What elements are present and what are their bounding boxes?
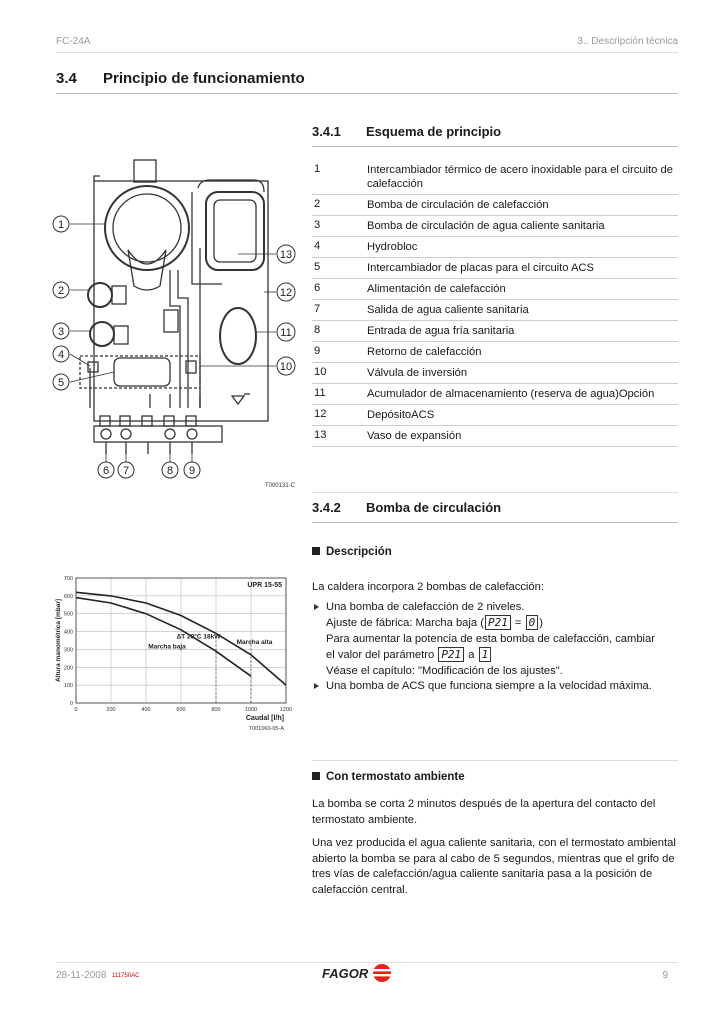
thermostat-para1: La bomba se corta 2 minutos después de la apertura del contacto del termostato ambiente.	[312, 798, 656, 826]
component-row	[312, 300, 678, 321]
section-title: Principio de funcionamiento	[103, 70, 305, 87]
y-tick-label: 700	[63, 576, 73, 582]
component-number: 7	[314, 303, 321, 315]
component-text: Alimentación de calefacción	[367, 283, 506, 295]
subsection-title: Esquema de principio	[366, 124, 502, 139]
component-number: 13	[314, 429, 327, 441]
display-param-p21: P21	[485, 615, 511, 630]
component-number: 4	[314, 240, 321, 252]
component-number: 11	[314, 387, 326, 399]
component-text: Intercambiador térmico de acero inoxidable para el circuito de calefacción	[367, 164, 673, 190]
y-tick-label: 300	[63, 647, 73, 654]
bullet-dhw-pump: Una bomba de ACS que funciona siempre a la velocidad máxima.	[312, 679, 680, 695]
display-param-p21-b: P21	[438, 647, 464, 662]
section-rule	[56, 93, 678, 94]
bullet1-line1: Una bomba de calefacción de 2 niveles.	[326, 600, 525, 613]
component-number: 8	[314, 324, 321, 336]
thermostat-heading	[312, 771, 465, 783]
component-row	[312, 426, 678, 447]
component-text: Hydrobloc	[367, 241, 418, 253]
y-tick-label: 600	[63, 593, 73, 600]
component-text: Salida de agua caliente sanitaria	[367, 304, 529, 316]
component-row	[312, 384, 678, 405]
display-value-1: 1	[479, 647, 492, 662]
description-heading-text: Descripción	[326, 546, 392, 558]
fagor-logo	[322, 963, 396, 983]
component-text: Vaso de expansión	[367, 430, 462, 442]
subsection-number: 3.4.1	[312, 124, 341, 139]
callout-8: 8	[166, 465, 174, 477]
callout-4: 4	[57, 349, 65, 361]
diagram-ref: T000131-C	[264, 483, 295, 489]
callout-12: 12	[279, 287, 293, 299]
callout-5: 5	[57, 377, 65, 389]
display-value-0: 0	[526, 615, 539, 630]
series-label-low: Marcha baja	[148, 643, 186, 651]
subsection2-rule	[312, 522, 678, 523]
param-change-text: el valor del parámetro	[326, 649, 438, 661]
thermostat-heading-text: Con termostato ambiente	[326, 771, 465, 783]
square-bullet-icon-2	[312, 772, 320, 780]
component-text: Intercambiador de placas para el circuito ACS	[367, 262, 594, 274]
component-number: 9	[314, 345, 321, 357]
y-tick-label: 100	[63, 683, 73, 690]
component-text: DepósitoACS	[367, 409, 435, 421]
x-tick-label: 800	[211, 707, 221, 713]
y-tick-label: 500	[63, 611, 73, 618]
square-bullet-icon	[312, 547, 320, 555]
component-text: Retorno de calefacción	[367, 346, 482, 358]
x-tick-label: 1000	[244, 707, 258, 713]
header-doc-code: FC-24A	[56, 36, 91, 47]
component-text: Entrada de agua fría sanitaria	[367, 325, 515, 337]
component-number: 3	[314, 219, 321, 231]
annotation-dt: ΔT 20°C 18kW	[176, 633, 221, 641]
bullet1-line4	[326, 647, 680, 664]
subsection2-title: Bomba de circulación	[366, 500, 502, 515]
subsection2-number: 3.4.2	[312, 500, 341, 515]
bullet1-line3: Para aumentar la potencia de esta bomba de calefacción, cambiar	[326, 632, 655, 645]
component-number: 12	[314, 408, 327, 420]
to-word: a	[465, 649, 478, 661]
component-number: 10	[314, 366, 327, 378]
x-tick-label: 200	[106, 707, 116, 713]
callout-1: 1	[57, 219, 65, 231]
header-chapter: 3.. Descripción técnica	[577, 36, 678, 47]
components-table	[312, 160, 678, 447]
thermostat-para2: Una vez producida el agua caliente sanitaria, con el termostato ambiental abierto la bomba se para al cabo de 5 segundos, mientras que el grifo de tres vías de calefacción/agua caliente sanitaria pasa a la posición de calefacción central.	[312, 837, 676, 896]
pump-curve-chart	[48, 570, 300, 770]
y-tick-label: 200	[63, 665, 73, 672]
subsection2-top-rule	[312, 492, 678, 493]
callout-10: 10	[279, 361, 293, 373]
component-row	[312, 237, 678, 258]
component-number: 2	[314, 198, 321, 210]
bullet1-line5: Véase el capítulo: "Modificación de los ajustes".	[326, 664, 563, 677]
fagor-logo-text: FAGOR	[322, 965, 369, 981]
factory-setting-text: Ajuste de fábrica: Marcha baja (	[326, 617, 484, 629]
subsection-rule	[312, 146, 678, 147]
component-row	[312, 160, 678, 195]
component-row	[312, 321, 678, 342]
component-text: Acumulador de almacenamiento (reserva de agua)Opción	[367, 388, 655, 400]
footer-code: 111750AC	[112, 973, 140, 979]
callout-9: 9	[188, 465, 196, 477]
component-text: Bomba de circulación de agua caliente sanitaria	[367, 220, 605, 232]
thermostat-top-rule	[312, 760, 678, 761]
y-tick-label: 400	[63, 629, 73, 636]
callout-7: 7	[122, 465, 130, 477]
footer-date: 28-11-2008	[56, 970, 107, 981]
callout-11: 11	[280, 327, 292, 339]
component-row	[312, 195, 678, 216]
x-tick-label: 0	[74, 707, 78, 713]
fagor-emblem-icon	[370, 963, 396, 983]
component-row	[312, 342, 678, 363]
component-row	[312, 216, 678, 237]
x-tick-label: 400	[141, 707, 151, 713]
x-tick-label: 1200	[279, 707, 293, 713]
description-intro: La caldera incorpora 2 bombas de calefacción:	[312, 581, 544, 593]
page-number: 9	[662, 970, 668, 981]
chart-ref: T001060-05-A	[248, 726, 284, 732]
y-axis-label: Altura manométrica [mbar]	[55, 598, 62, 683]
x-tick-label: 600	[176, 707, 186, 713]
bullet-heating-pump	[312, 600, 680, 680]
description-heading	[312, 546, 392, 558]
x-axis-label: Caudal [l/h]	[245, 715, 284, 722]
component-row	[312, 405, 678, 426]
chart-title: UPR 15-55	[247, 582, 282, 589]
equals-sign: =	[511, 617, 525, 629]
callout-13: 13	[279, 249, 293, 261]
closing-paren: )	[539, 617, 543, 629]
y-tick-label: 0	[69, 701, 73, 707]
component-text: Válvula de inversión	[367, 367, 468, 379]
callout-2: 2	[57, 285, 65, 297]
component-text: Bomba de circulación de calefacción	[367, 199, 549, 211]
boiler-diagram	[50, 158, 300, 490]
component-number: 5	[314, 261, 321, 273]
bullet1-line2	[326, 615, 680, 632]
component-row	[312, 363, 678, 384]
callout-6: 6	[102, 465, 110, 477]
component-number: 6	[314, 282, 321, 294]
series-label-high: Marcha alta	[236, 639, 273, 647]
component-number: 1	[314, 163, 321, 175]
component-row	[312, 258, 678, 279]
section-number: 3.4	[56, 70, 77, 87]
description-block	[312, 580, 680, 695]
component-row	[312, 279, 678, 300]
header-rule	[56, 52, 678, 53]
callout-3: 3	[57, 326, 65, 338]
